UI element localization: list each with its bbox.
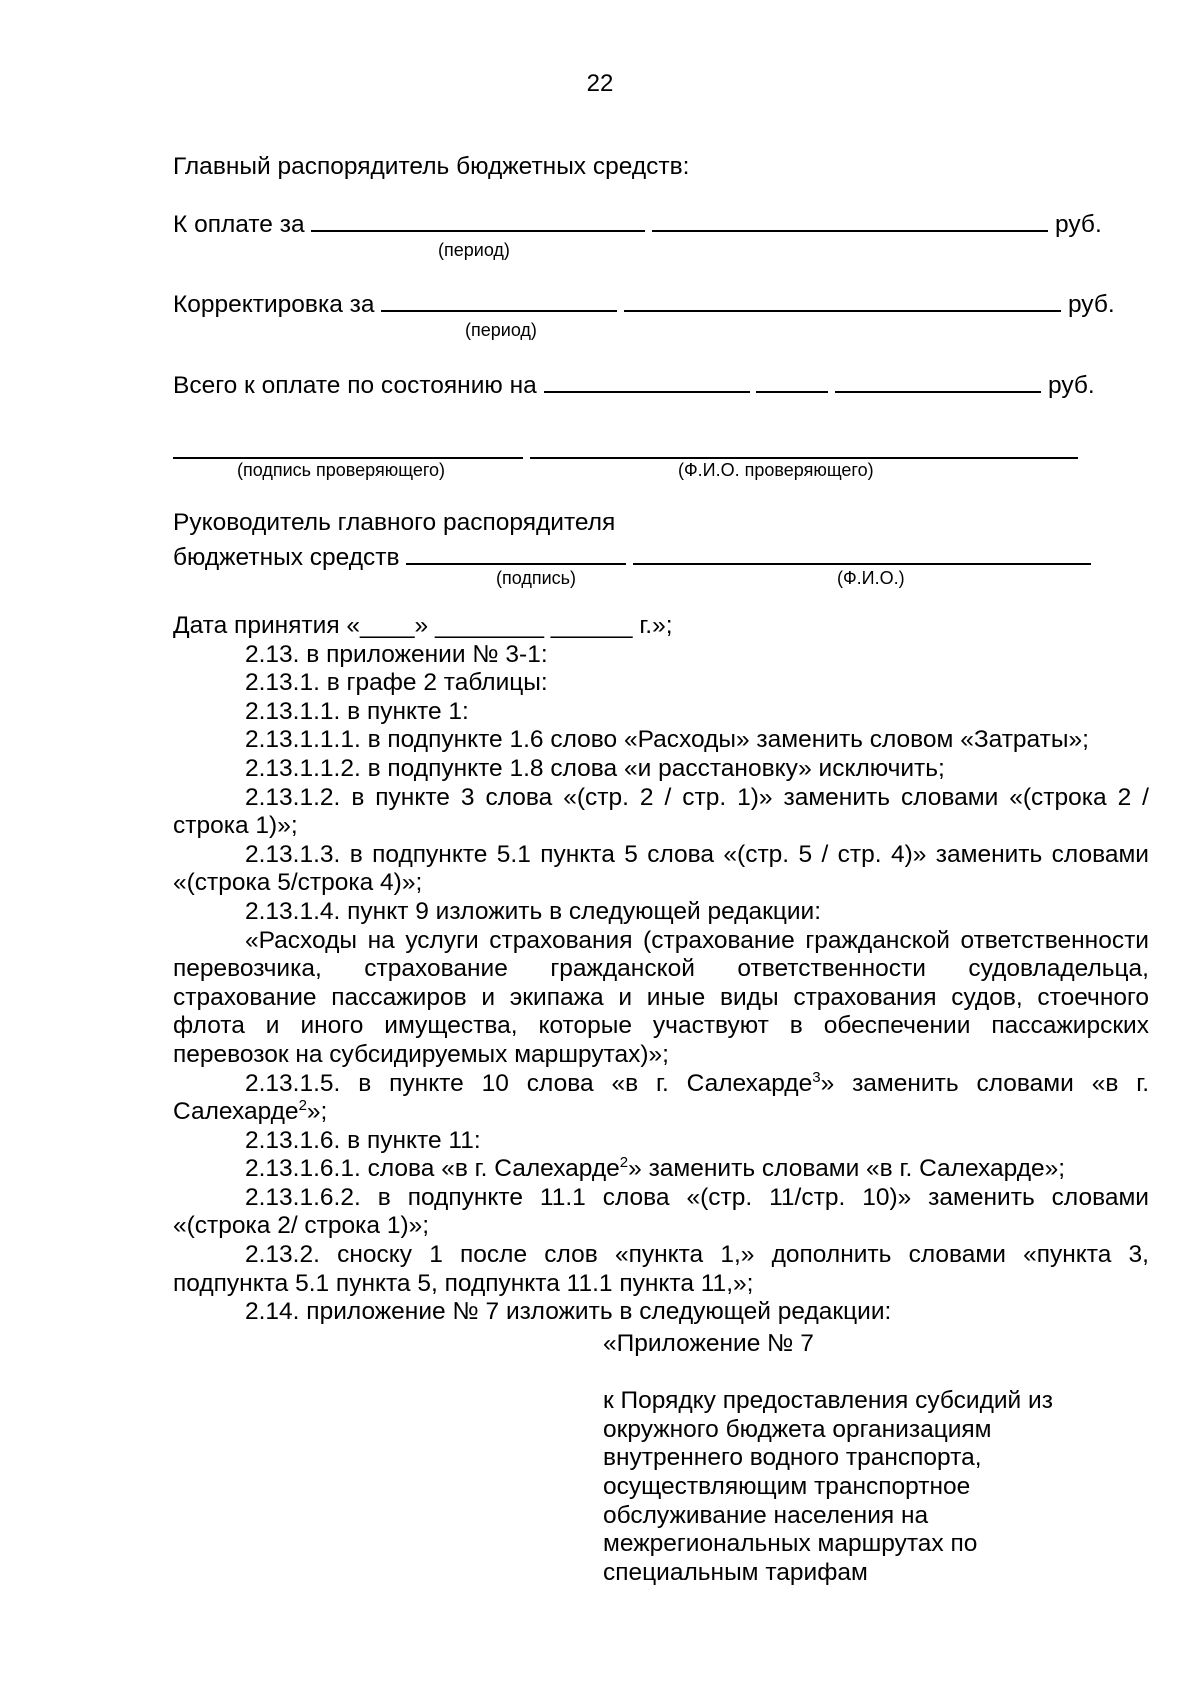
- amendment-item: 2.13.1.6.2. в подпункте 11.1 слова «(стр. 11/стр. 10)» заменить словами «(строка 2/ строка 1)»;: [173, 1183, 1149, 1240]
- item-text: » заменить словами «в г. Салехарде»;: [628, 1155, 1066, 1183]
- appendix-title: «Приложение № 7: [603, 1330, 814, 1357]
- amendment-item: 2.13. в приложении № 3-1:: [245, 640, 548, 668]
- appendix-spacer: [603, 1359, 1143, 1388]
- head-line-1: Руководитель главного распорядителя: [173, 509, 616, 536]
- form-heading: Главный распорядитель бюджетных средств:: [173, 153, 690, 180]
- pay-period-field: [311, 208, 645, 232]
- item-text: » заменить словами «в г. Салехарде: [173, 1069, 1149, 1126]
- appendix-line: обслуживание населения на: [603, 1501, 929, 1529]
- appendix-line: к Порядку предоставления субсидий из: [603, 1387, 1053, 1415]
- amendment-item: [173, 1070, 1149, 1127]
- head-name-caption: (Ф.И.О.): [837, 568, 905, 588]
- total-line: [173, 369, 1095, 399]
- pay-amount-field: [652, 208, 1048, 232]
- date-line: Дата принятия «____» ________ ______ г.»;: [173, 612, 673, 639]
- total-amount-field: [835, 369, 1041, 393]
- amendment-item: 2.13.1.1.1. в подпункте 1.6 слово «Расходы» заменить словом «Затраты»;: [245, 726, 1089, 754]
- head-sign-caption: (подпись): [496, 568, 577, 588]
- amendment-item: 2.14. приложение № 7 изложить в следующей редакции:: [245, 1298, 892, 1326]
- item-text: 2.13.1.5. в пункте 10 слова «в г. Салехарде: [245, 1069, 813, 1097]
- head-line-2: [173, 541, 1091, 571]
- head-sign-field: [406, 541, 626, 565]
- amendment-item: 2.13.1.1. в пункте 1:: [245, 697, 469, 725]
- correction-amount-field: [624, 288, 1061, 312]
- page-number: 22: [586, 70, 614, 97]
- pay-rub: руб.: [1055, 211, 1102, 238]
- checker-name-field: [530, 435, 1078, 459]
- amendment-item: 2.13.1. в графе 2 таблицы:: [245, 669, 548, 697]
- pay-period-caption: (период): [438, 240, 510, 260]
- correction-period-field: [381, 288, 617, 312]
- amendment-item: 2.13.1.4. пункт 9 изложить в следующей редакции:: [245, 897, 822, 925]
- footnote-mark: 3: [812, 1068, 821, 1086]
- total-rub: руб.: [1047, 372, 1095, 399]
- item-text: 2.13.1.6.1. слова «в г. Салехарде: [245, 1155, 620, 1183]
- correction-label: Корректировка за: [173, 291, 375, 318]
- correction-rub: руб.: [1067, 291, 1115, 318]
- appendix-block: [603, 1330, 1143, 1587]
- footnote-mark: 2: [619, 1154, 629, 1172]
- item-text: »;: [306, 1098, 328, 1126]
- head-label: бюджетных средств: [173, 544, 400, 571]
- checker-sign-caption: (подпись проверяющего): [237, 460, 446, 480]
- appendix-line: специальным тарифам: [603, 1558, 868, 1586]
- total-month-field: [756, 369, 828, 393]
- amendment-item: [173, 1155, 1149, 1184]
- amendment-item: 2.13.1.6. в пункте 11:: [245, 1126, 481, 1154]
- pay-line: [173, 208, 1102, 238]
- amendments: [173, 612, 1149, 1327]
- correction-period-caption: (период): [465, 320, 537, 340]
- appendix-line: внутреннего водного транспорта,: [603, 1444, 982, 1472]
- appendix-line: окружного бюджета организациям: [603, 1415, 992, 1443]
- appendix-line: межрегиональных маршрутах по: [603, 1530, 978, 1558]
- amendment-item: 2.13.2. сноску 1 после слов «пункта 1,» дополнить словами «пункта 3, подпункта 5.1 пункта 5, подпункта 11.1 пункта 11,»;: [173, 1241, 1149, 1297]
- total-date-field: [544, 369, 750, 393]
- amendment-item: 2.13.1.2. в пункте 3 слова «(стр. 2 / стр. 1)» заменить словами «(строка 2 / строка 1)»;: [173, 783, 1149, 840]
- total-label: Всего к оплате по состоянию на: [173, 372, 537, 399]
- checker-name-caption: (Ф.И.О. проверяющего): [678, 460, 874, 480]
- footnote-mark: 2: [298, 1097, 307, 1115]
- appendix-line: осуществляющим транспортное: [603, 1472, 971, 1500]
- insurance-paragraph: «Расходы на услуги страхования (страхование гражданской ответственности перевозчика, страхование гражданской ответственности судовладельца, страхование пассажиров и экипажа и иные виды страхования судов, стоечного флота и иного имущества, которые участвуют в обеспечении пассажирских перевозок на субсидируемых маршрутах)»;: [173, 926, 1149, 1068]
- correction-line: [173, 288, 1115, 318]
- amendment-item: 2.13.1.1.2. в подпункте 1.8 слова «и расстановку» исключить;: [245, 754, 945, 782]
- pay-label: К оплате за: [173, 211, 305, 238]
- checker-sign-field: [173, 435, 523, 459]
- amendment-item: 2.13.1.3. в подпункте 5.1 пункта 5 слова «(стр. 5 / стр. 4)» заменить словами «(строка 5/строка 4)»;: [173, 840, 1149, 897]
- head-name-field: [633, 541, 1091, 565]
